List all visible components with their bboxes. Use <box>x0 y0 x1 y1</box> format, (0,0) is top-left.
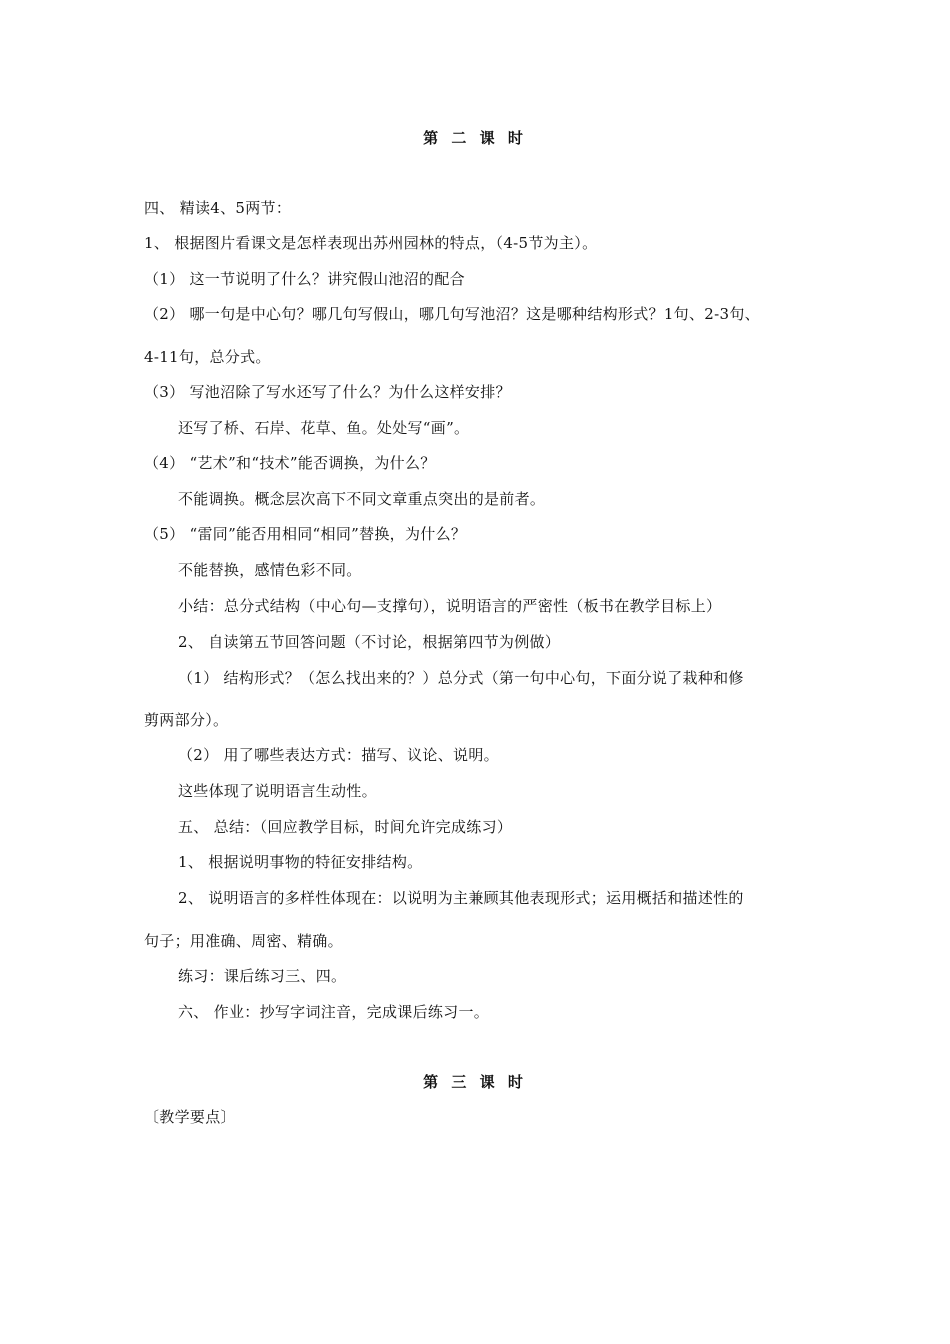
s3-line-1: 〔教学要点〕 <box>144 1108 236 1126</box>
s2-line-4: （2） 哪一句是中心句？哪几句写假山，哪几句写池沼？这是哪种结构形式？1句、2-3句、 <box>144 305 760 323</box>
s2-line-2: 1、 根据图片看课文是怎样表现出苏州园林的特点，（4-5节为主）。 <box>144 234 598 252</box>
s2-line-5: 4-11句，总分式。 <box>144 348 271 366</box>
s2-line-10: （5） “雷同”能否用相同“相同”替换，为什么？ <box>144 525 467 543</box>
s2-line-13: 2、 自读第五节回答问题（不讨论，根据第四节为例做） <box>178 633 561 651</box>
s2-line-23: 六、 作业：抄写字词注音，完成课后练习一。 <box>178 1003 490 1021</box>
s2-line-22: 练习：课后练习三、四。 <box>178 967 347 985</box>
s2-line-19: 1、 根据说明事物的特征安排结构。 <box>178 853 423 871</box>
section3-title: 第 三 课 时 <box>423 1073 527 1091</box>
s2-line-12: 小结：总分式结构（中心句—支撑句），说明语言的严密性（板书在教学目标上） <box>178 597 722 615</box>
s2-line-21: 句子；用准确、周密、精确。 <box>144 932 343 950</box>
s2-line-15: 剪两部分）。 <box>144 711 229 729</box>
s2-line-7: 还写了桥、石岸、花草、鱼。处处写“画”。 <box>178 419 470 437</box>
s2-line-20: 2、 说明语言的多样性体现在：以说明为主兼顾其他表现形式；运用概括和描述性的 <box>178 889 744 907</box>
s2-line-1: 四、 精读4、5两节： <box>144 199 292 217</box>
s2-line-14: （1） 结构形式？（怎么找出来的？）总分式（第一句中心句，下面分说了栽种和修 <box>178 669 744 687</box>
s2-line-8: （4） “艺术”和“技术”能否调换，为什么？ <box>144 454 436 472</box>
s2-line-9: 不能调换。概念层次高下不同文章重点突出的是前者。 <box>178 490 546 508</box>
s2-line-17: 这些体现了说明语言生动性。 <box>178 782 377 800</box>
s2-line-16: （2） 用了哪些表达方式：描写、议论、说明。 <box>178 746 499 764</box>
section2-title: 第 二 课 时 <box>423 129 527 147</box>
s2-line-18: 五、 总结：（回应教学目标，时间允许完成练习） <box>178 818 513 836</box>
s2-line-3: （1） 这一节说明了什么？讲究假山池沼的配合 <box>144 270 465 288</box>
s2-line-6: （3） 写池沼除了写水还写了什么？为什么这样安排？ <box>144 383 511 401</box>
s2-line-11: 不能替换，感情色彩不同。 <box>178 561 362 579</box>
